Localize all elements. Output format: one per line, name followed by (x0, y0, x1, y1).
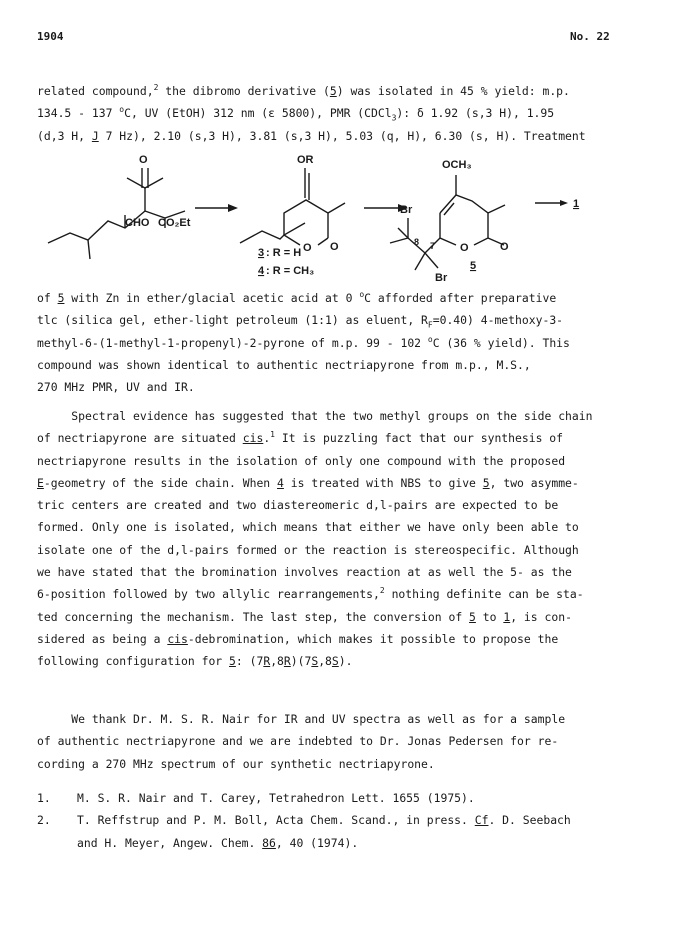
paragraph-3 (37, 405, 619, 673)
carbonyl-oxygen-label: O (330, 241, 339, 253)
text-line: of 5 with Zn in ether/glacial acetic acid at 0 $^o$C afforded after preparative (37, 290, 557, 305)
acknowledgement (37, 708, 619, 775)
text-line: tric centers are created and two diastereomeric d,l-pairs are expected to be (37, 498, 559, 513)
text-line: (d,3 H, J 7 Hz), 2.10 (s,3 H), 3.81 (s,3 H), 5.03 (q, H), 6.30 (s, H). Treatment (37, 128, 586, 143)
paragraph-2 (37, 287, 619, 398)
compound-3-desc: : R = H (266, 247, 302, 259)
text-line: T. Reffstrup and P. M. Boll, Acta Chem. Scand., in press. Cf. D. Seebach (77, 813, 571, 828)
aldehyde-label: CHO (125, 217, 150, 229)
text-line: 6-position followed by two allylic rearrangements,$^2$ nothing definite can be sta- (37, 586, 584, 602)
page-number: 1904 (37, 30, 64, 43)
text-line: We thank Dr. M. S. R. Nair for IR and UV spectra as well as for a sample (37, 712, 566, 726)
compound-4-number: 4 (258, 265, 265, 277)
reference-item (37, 809, 637, 854)
text-line: E-geometry of the side chain. When 4 is treated with NBS to give 5, two asymme- (37, 475, 579, 490)
text-line: isolate one of the d,l-pairs formed or the reaction is stereospecific. Although (37, 542, 579, 557)
text-line: 134.5 - 137 $^o$C, UV (EtOH) 312 nm (ε 5800), PMR (CDCl$_3$): δ 1.92 (s,3 H), 1.95 (37, 105, 555, 123)
text-line: Spectral evidence has suggested that the two methyl groups on the side chain (37, 409, 593, 423)
text-line: of authentic nectriapyrone and we are indebted to Dr. Jonas Pedersen for re- (37, 734, 559, 749)
reference-item (37, 787, 637, 809)
or-substituent-label: OR (297, 154, 314, 166)
ring-oxygen-label: O (303, 242, 312, 254)
text-line: we have stated that the bromination involves reaction at as well the 5- as the (37, 565, 572, 580)
bromine-label-2: Br (435, 272, 448, 284)
references (37, 787, 637, 854)
compound-4-desc: : R = CH₃ (266, 265, 315, 277)
journal-issue: No. 22 (570, 30, 610, 43)
text-line: tlc (silica gel, ether-light petroleum (1:1) as eluent, $R_F=0.40$) 4-methoxy-3- (37, 313, 564, 330)
carbonyl-oxygen-label: O (500, 241, 509, 253)
paragraph-1 (37, 80, 619, 147)
text-line: M. S. R. Nair and T. Carey, Tetrahedron Lett. 1655 (1975). (77, 791, 475, 805)
text-line: nectriapyrone results in the isolation of only one compound with the proposed (37, 453, 566, 468)
c7-label: 7 (430, 241, 436, 251)
methoxy-label: OCH₃ (442, 159, 472, 171)
text-line: ted concerning the mechanism. The last step, the conversion of 5 to 1, is con- (37, 609, 572, 624)
text-line: and H. Meyer, Angew. Chem. 86, 40 (1974). (77, 835, 359, 850)
bromine-label-1: Br (400, 204, 413, 216)
reaction-scheme (30, 143, 650, 293)
text-line: methyl-6-(1-methyl-1-propenyl)-2-pyrone of m.p. 99 - 102 $^o$C (36 % yield). This (37, 334, 570, 350)
text-line: of nectriapyrone are situated cis.$^1$ It is puzzling fact that our synthesis of (37, 430, 564, 446)
product-label: 1 (573, 198, 580, 210)
text-line: cording a 270 MHz spectrum of our synthetic nectriapyrone. (37, 756, 435, 771)
c8-label: 8 (414, 237, 420, 247)
reference-number: 2. (37, 813, 51, 828)
text-line: following configuration for 5: (7R,8R)(7S,8S). (37, 654, 353, 669)
text-line: sidered as being a cis-debromination, which makes it possible to propose the (37, 631, 559, 646)
ester-label: CO₂Et (158, 217, 191, 229)
compound-3-number: 3 (258, 247, 265, 259)
reference-number: 1. (37, 791, 51, 805)
ketone-oxygen-label: O (139, 154, 148, 166)
text-line: compound was shown identical to authentic nectriapyrone from m.p., M.S., (37, 357, 531, 372)
ring-oxygen-label: O (460, 242, 469, 254)
compound-5-number: 5 (470, 260, 477, 272)
text-line: formed. Only one is isolated, which means that either we have only been able to (37, 520, 579, 535)
text-line: 270 MHz PMR, UV and IR. (37, 380, 195, 395)
text-line: related compound,$^2$ the dibromo derivative (5) was isolated in 45 % yield: m.p. (37, 83, 570, 98)
